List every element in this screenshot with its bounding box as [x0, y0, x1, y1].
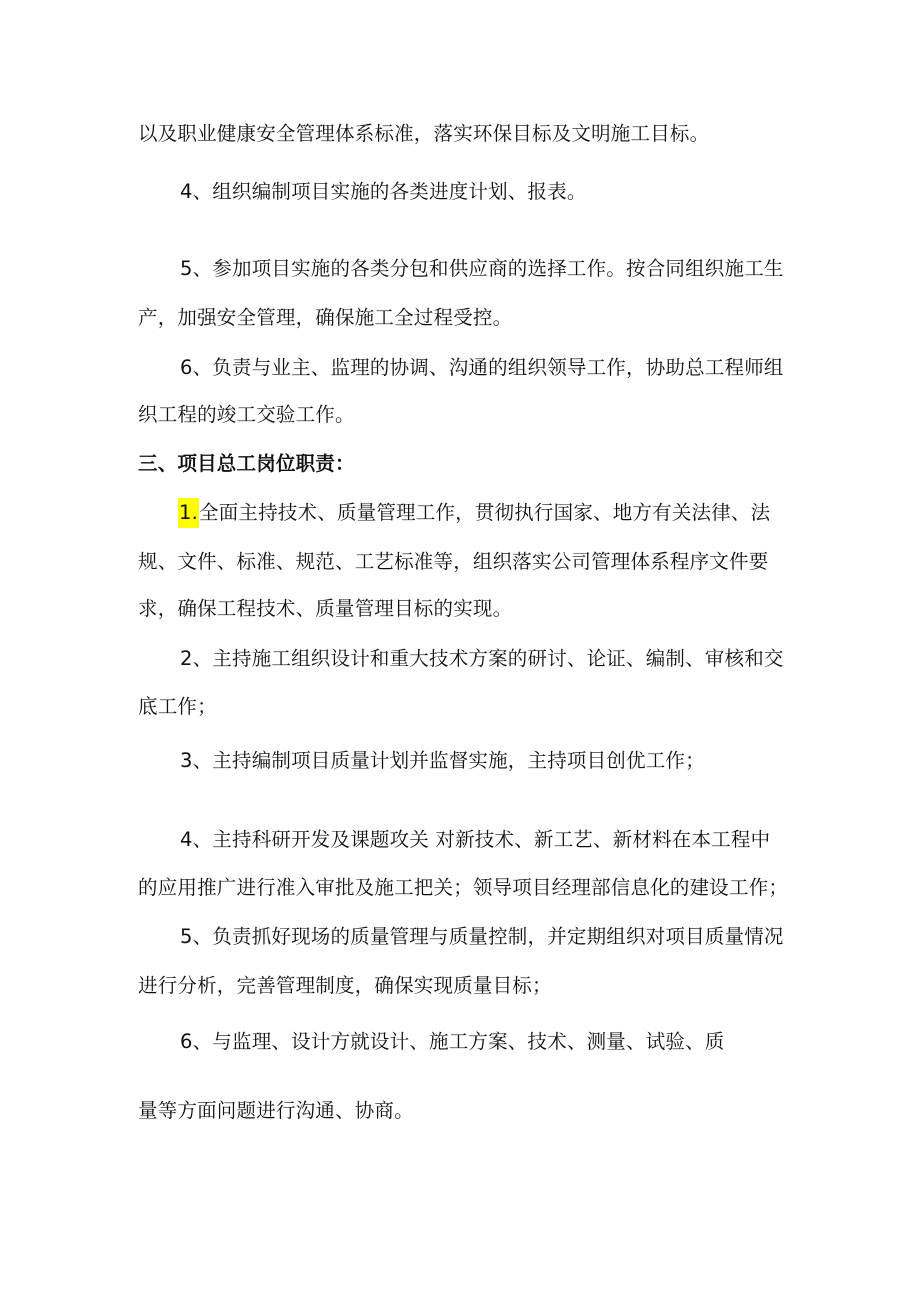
text-line-body: 全面主持技术、质量管理工作，贯彻执行国家、地方有关法律、法	[199, 501, 771, 524]
text-line: 产，加强安全管理，确保施工全过程受控。	[138, 306, 513, 329]
text-line: 3、主持编制项目质量计划并监督实施，主持项目创优工作；	[180, 749, 705, 772]
text-line: 4、组织编制项目实施的各类进度计划、报表。	[180, 180, 587, 203]
text-line: 进行分析，完善管理制度，确保实现质量目标；	[138, 974, 552, 997]
text-line: 的应用推广进行准入审批及施工把关；领导项目经理部信息化的建设工作；	[138, 876, 789, 899]
text-line: 6、与监理、设计方就设计、施工方案、技术、测量、试验、质	[180, 1030, 725, 1053]
text-line: 4、主持科研开发及课题攻关 对新技术、新工艺、新材料在本工程中	[180, 828, 771, 851]
text-line: 求，确保工程技术、质量管理目标的实现。	[138, 597, 513, 620]
text-line	[178, 498, 770, 528]
text-line: 以及职业健康安全管理体系标准，落实环保目标及文明施工目标。	[138, 122, 710, 145]
text-line: 5、参加项目实施的各类分包和供应商的选择工作。按合同组织施工生	[180, 257, 784, 280]
text-line: 量等方面问题进行沟通、协商。	[138, 1099, 414, 1122]
section-heading: 三、项目总工岗位职责：	[138, 452, 355, 475]
text-line: 6、负责与业主、监理的协调、沟通的组织领导工作，协助总工程师组	[180, 356, 784, 379]
text-line: 5、负责抓好现场的质量管理与质量控制，并定期组织对项目质量情况	[180, 925, 784, 948]
text-line: 2、主持施工组织设计和重大技术方案的研讨、论证、编制、审核和交	[180, 647, 784, 670]
text-line: 规、文件、标准、规范、工艺标准等，组织落实公司管理体系程序文件要	[138, 550, 769, 573]
highlighted-marker: 1.	[178, 498, 199, 528]
text-line: 织工程的竣工交验工作。	[138, 403, 355, 426]
text-line: 底工作；	[138, 695, 217, 718]
